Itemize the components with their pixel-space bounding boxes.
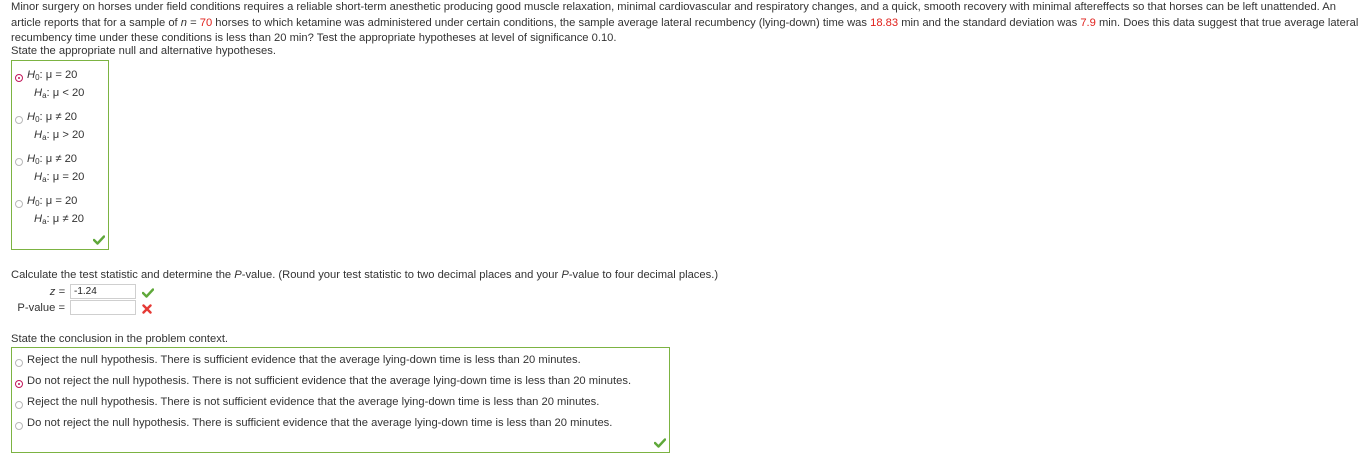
sample-size-value: 70 [199, 16, 213, 29]
correct-check-icon [142, 288, 154, 298]
conclusion-text: Reject the null hypothesis. There is not sufficient evidence that the average lying-down time is less than 20 minutes. [27, 396, 600, 408]
radio-button[interactable] [15, 359, 23, 367]
radio-button[interactable] [15, 422, 23, 430]
statistic-prompt: Calculate the test statistic and determine the P-value. (Round your test statistic to two decimal places and your P-value to four decimal places.) [11, 269, 719, 281]
null-hypothesis: $H_0$: μ = 20 [27, 195, 78, 208]
correct-check-icon [654, 438, 666, 448]
p-value-label: P-value = [17, 302, 65, 314]
radio-button[interactable] [15, 200, 23, 208]
radio-button-selected[interactable] [15, 380, 23, 388]
radio-button[interactable] [15, 116, 23, 124]
problem-text-3: min and the standard deviation was [898, 16, 1081, 29]
alt-hypothesis: $H_a$: μ < 20 [34, 87, 85, 100]
conclusion-text: Do not reject the null hypothesis. There is not sufficient evidence that the average lying-down time is less than 20 minutes. [27, 375, 632, 387]
conclusion-text: Reject the null hypothesis. There is sufficient evidence that the average lying-down time is less than 20 minutes. [27, 354, 581, 366]
hypothesis-option-2[interactable] [12, 106, 108, 146]
alt-hypothesis: $H_a$: μ > 20 [34, 129, 85, 142]
z-input[interactable]: -1.24 [70, 284, 136, 299]
radio-button[interactable] [15, 401, 23, 409]
alt-hypothesis: $H_a$: μ ≠ 20 [34, 213, 85, 226]
problem-text-4: min. Does this data suggest that true average lateral recumbency time under these conditions is less than 20 min? Test the appropriate hypotheses at level of significance 0.10. [11, 16, 1359, 44]
sample-mean-value: 18.83 [870, 16, 899, 29]
std-dev-value: 7.9 [1080, 16, 1096, 29]
conclusion-answer-box [11, 347, 670, 453]
hypothesis-option-1[interactable] [12, 64, 108, 104]
n-symbol: n [180, 16, 187, 29]
conclusion-option-2[interactable] [12, 370, 669, 390]
incorrect-x-icon [142, 304, 152, 314]
problem-text-1: Minor surgery on horses under field conditions requires a reliable short-term anesthetic producing good muscle relaxation, minimal cardiovascular and respiratory changes, and a quick, smooth recovery with minimal aftereffects so that horses can be left unattended. An article reports that for a sample of [11, 1, 1336, 29]
radio-button[interactable] [15, 158, 23, 166]
problem-statement [11, 0, 1361, 47]
conclusion-option-1[interactable] [12, 349, 669, 369]
hypotheses-answer-box [11, 60, 109, 250]
hypothesis-option-4[interactable] [12, 190, 108, 230]
p-value-input[interactable] [70, 300, 136, 315]
correct-check-icon [93, 235, 105, 245]
z-label: z = [49, 286, 65, 298]
null-hypothesis: $H_0$: μ = 20 [27, 69, 78, 82]
alt-hypothesis: $H_a$: μ = 20 [34, 171, 85, 184]
hypothesis-option-3[interactable] [12, 148, 108, 188]
conclusion-option-4[interactable] [12, 412, 669, 432]
hypotheses-prompt: State the appropriate null and alternative hypotheses. [11, 45, 276, 57]
conclusion-prompt: State the conclusion in the problem context. [11, 333, 229, 345]
conclusion-option-3[interactable] [12, 391, 669, 411]
null-hypothesis: $H_0$: μ ≠ 20 [27, 153, 78, 166]
conclusion-text: Do not reject the null hypothesis. There is sufficient evidence that the average lying-down time is less than 20 minutes. [27, 417, 613, 429]
radio-button-selected[interactable] [15, 74, 23, 82]
equals-sign: = [187, 16, 200, 29]
null-hypothesis: $H_0$: μ ≠ 20 [27, 111, 78, 124]
problem-text-2: horses to which ketamine was administered under certain conditions, the sample average lateral recumbency (lying-down) time was [212, 16, 871, 29]
